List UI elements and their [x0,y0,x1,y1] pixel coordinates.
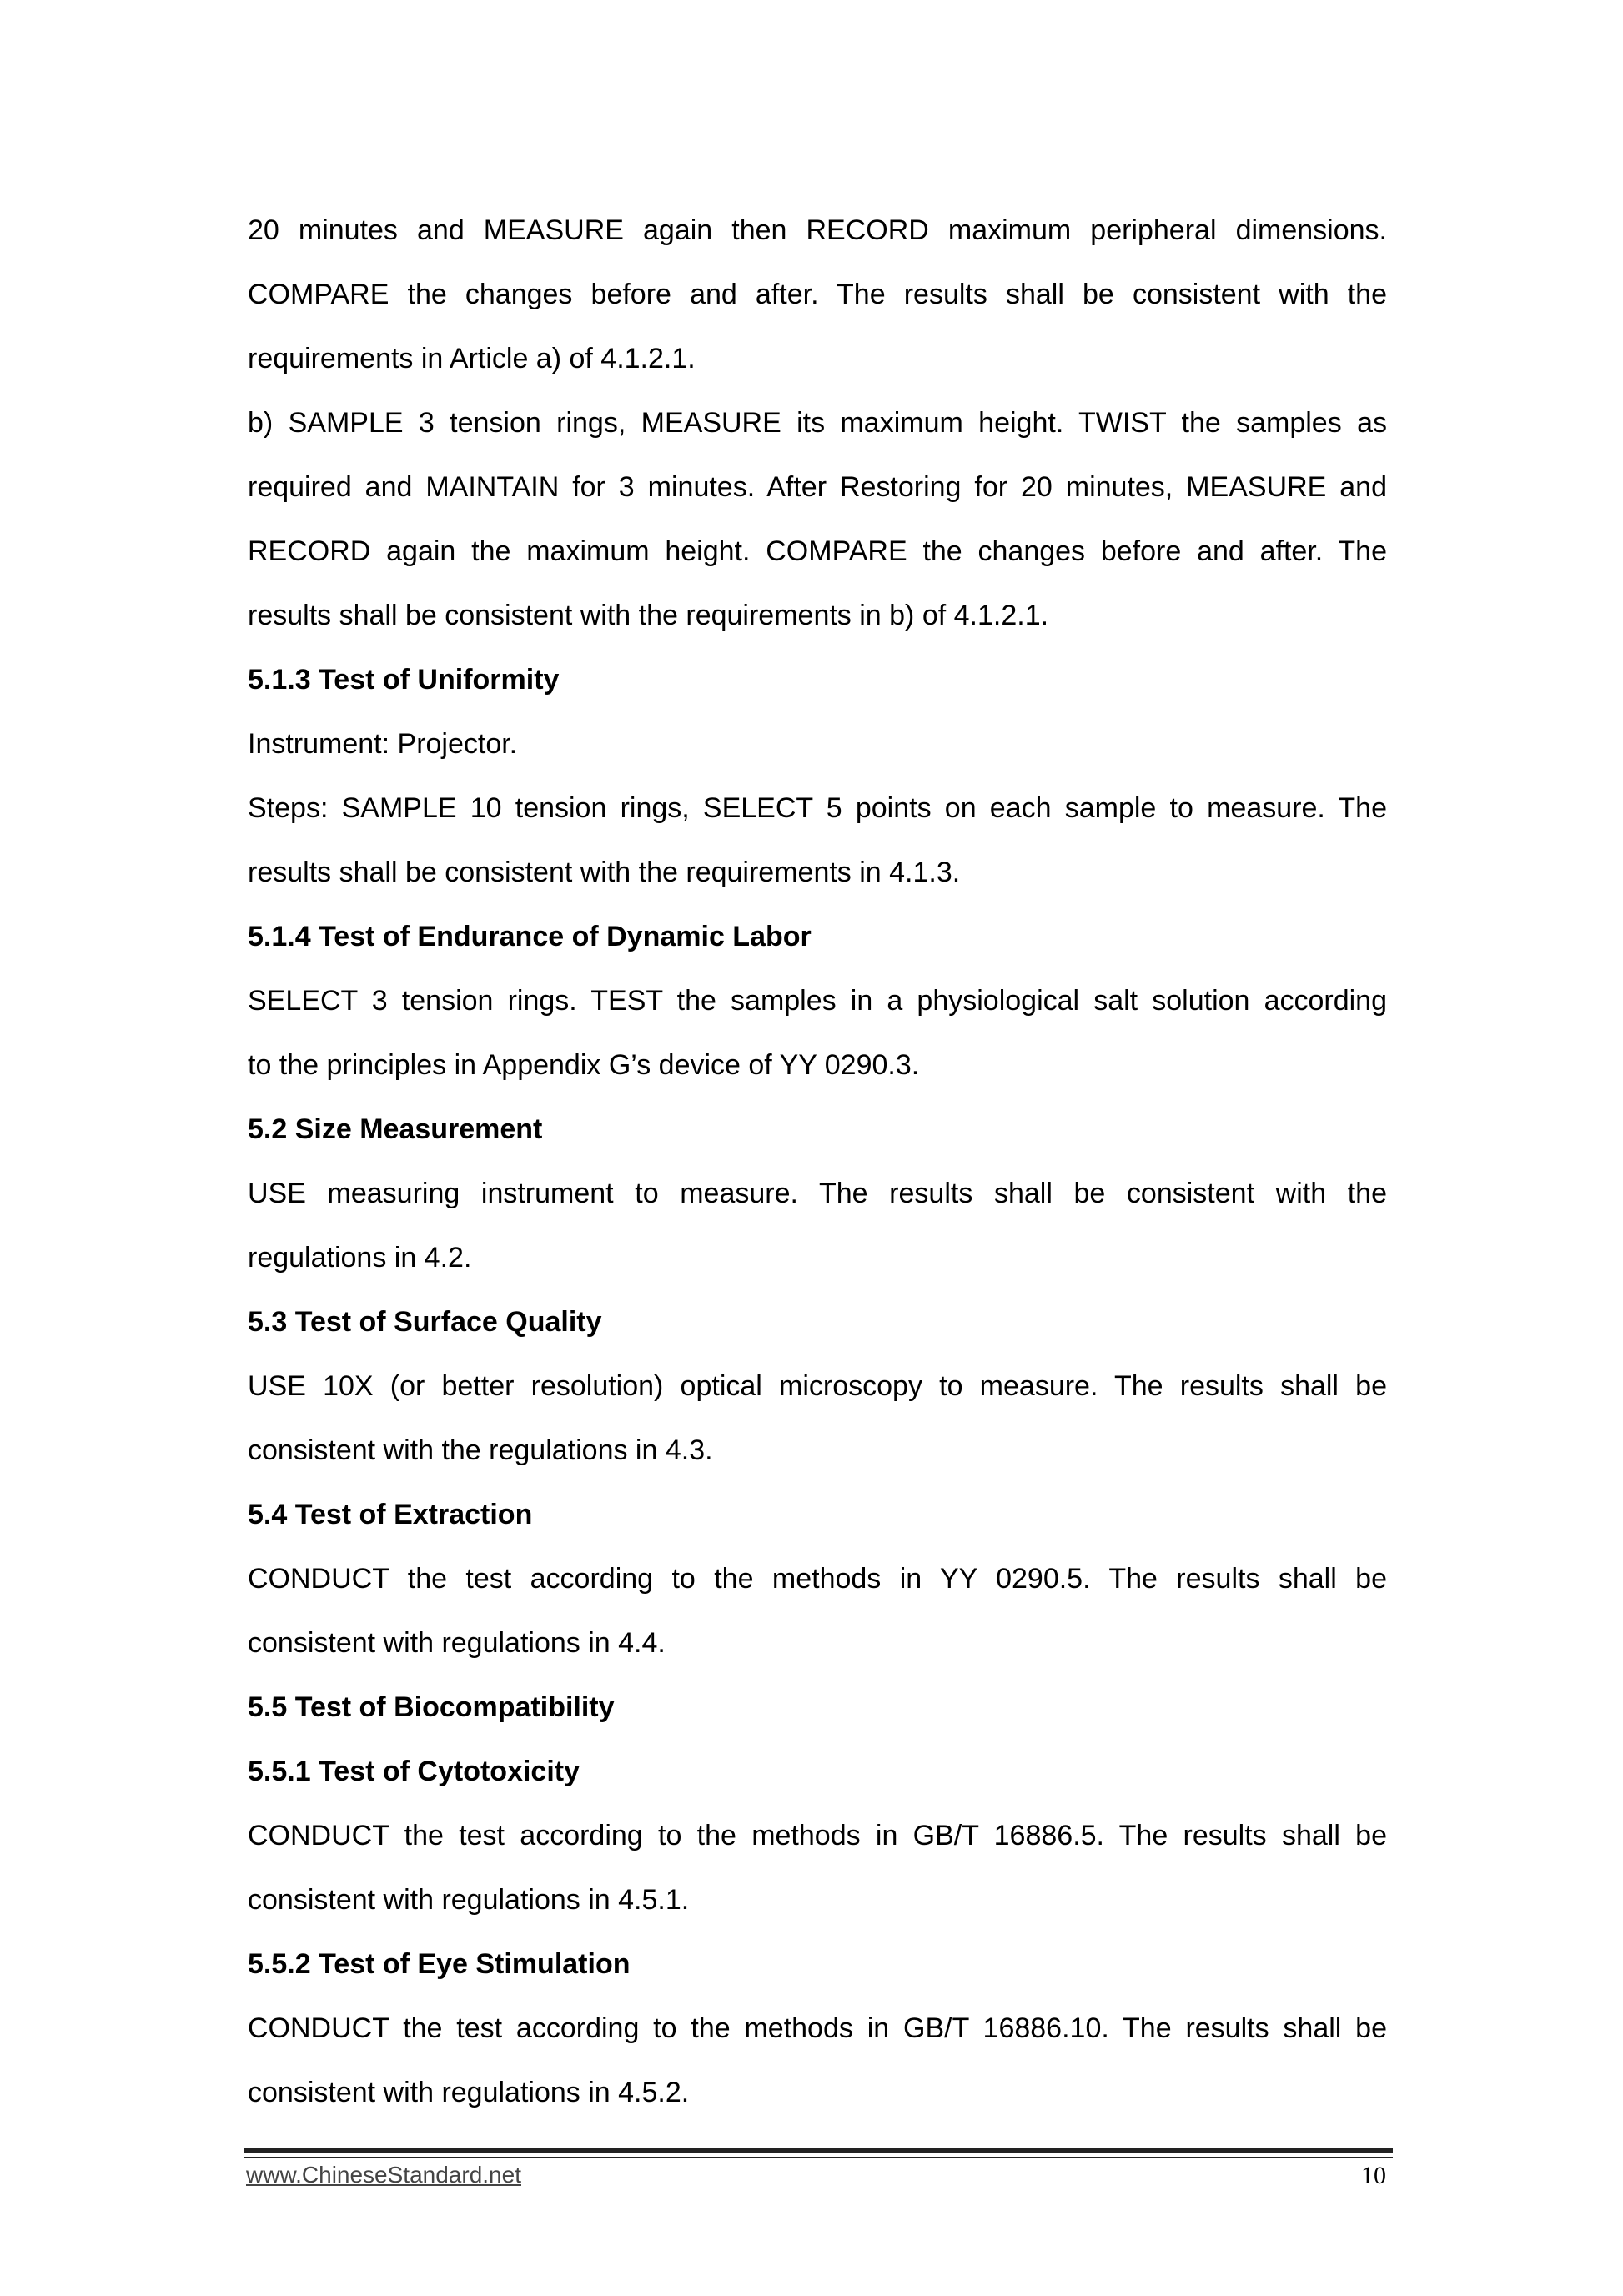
body-text-line: b) SAMPLE 3 tension rings, MEASURE its maximum height. TWIST the samples as [248,407,1387,439]
body-text-line: COMPARE the changes before and after. The results shall be consistent with the [248,279,1387,310]
body-text-line: Steps: SAMPLE 10 tension rings, SELECT 5 points on each sample to measure. The [248,792,1387,824]
body-text-line: USE 10X (or better resolution) optical microscopy to measure. The results shall be [248,1370,1387,1402]
body-text-line: USE measuring instrument to measure. The results shall be consistent with the [248,1178,1387,1209]
body-text-line: to the principles in Appendix G’s device of YY 0290.3. [248,1049,920,1081]
body-text-line: CONDUCT the test according to the methods in YY 0290.5. The results shall be [248,1563,1387,1595]
section-heading: 5.2 Size Measurement [248,1113,543,1145]
body-text-line: consistent with the regulations in 4.3. [248,1434,713,1466]
footer-divider-thin [244,2157,1393,2158]
body-text-line: results shall be consistent with the requirements in 4.1.3. [248,857,961,888]
section-heading: 5.5.2 Test of Eye Stimulation [248,1948,631,1980]
section-heading: 5.5 Test of Biocompatibility [248,1691,615,1723]
document-body [248,198,1387,2125]
body-text-line: requirements in Article a) of 4.1.2.1. [248,343,696,374]
page-number: 10 [1361,2162,1386,2189]
body-text-line: SELECT 3 tension rings. TEST the samples in a physiological salt solution according [248,985,1387,1017]
body-text-line: results shall be consistent with the requirements in b) of 4.1.2.1. [248,600,1049,631]
section-heading: 5.4 Test of Extraction [248,1499,533,1530]
body-text-line: CONDUCT the test according to the methods in GB/T 16886.5. The results shall be [248,1820,1387,1851]
footer-divider [244,2148,1393,2153]
body-text-line: regulations in 4.2. [248,1242,472,1274]
body-text-line: required and MAINTAIN for 3 minutes. After Restoring for 20 minutes, MEASURE and [248,471,1387,503]
section-heading: 5.5.1 Test of Cytotoxicity [248,1756,580,1787]
section-heading: 5.1.3 Test of Uniformity [248,664,560,696]
body-text-line: consistent with regulations in 4.5.1. [248,1884,690,1916]
body-text-line: 20 minutes and MEASURE again then RECORD maximum peripheral dimensions. [248,214,1387,246]
footer-website-link[interactable]: www.ChineseStandard.net [246,2162,521,2188]
body-text-line: consistent with regulations in 4.5.2. [248,2077,690,2108]
body-text-line: RECORD again the maximum height. COMPARE the changes before and after. The [248,535,1387,567]
section-heading: 5.3 Test of Surface Quality [248,1306,602,1338]
body-text-line: consistent with regulations in 4.4. [248,1627,666,1659]
body-text-line: Instrument: Projector. [248,728,518,760]
section-heading: 5.1.4 Test of Endurance of Dynamic Labor [248,921,812,952]
body-text-line: CONDUCT the test according to the methods in GB/T 16886.10. The results shall be [248,2012,1387,2044]
